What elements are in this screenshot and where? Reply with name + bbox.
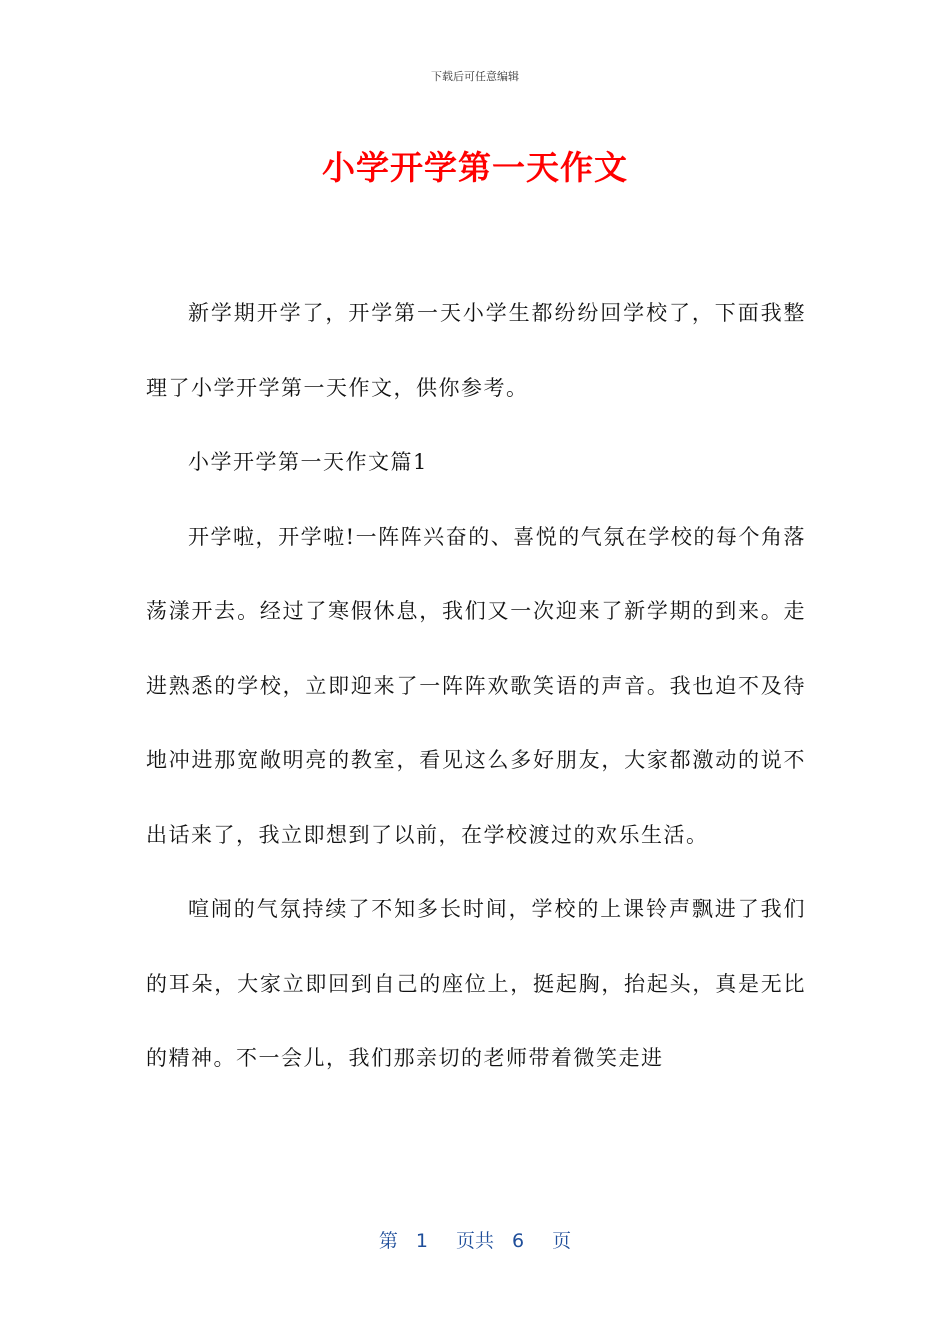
paragraph-1: 开学啦，开学啦!一阵阵兴奋的、喜悦的气氛在学校的每个角落荡漾开去。经过了寒假休息，我们又一次迎来了新学期的到来。走进熟悉的学校，立即迎来了一阵阵欢歌笑语的声音。我也迫不及待地冲进那宽敞明亮的教室，看见这么多好朋友，大家都激动的说不出话来了，我立即想到了以前，在学校渡过的欢乐生活。: [146, 524, 806, 847]
page-footer: [0, 1226, 950, 1253]
section-heading: 小学开学第一天作文篇1: [188, 450, 428, 474]
footer-middle: 页共: [455, 1230, 494, 1252]
document-body: [146, 276, 806, 1096]
footer-prefix: 第: [378, 1230, 398, 1252]
footer-suffix: 页: [552, 1230, 572, 1252]
footer-total-pages: 6: [512, 1230, 525, 1252]
header-note: 下载后可任意编辑: [431, 70, 519, 83]
footer-current-page: 1: [415, 1230, 428, 1252]
paragraph-intro: 新学期开学了，开学第一天小学生都纷纷回学校了，下面我整理了小学开学第一天作文，供你参考。: [146, 301, 806, 400]
paragraph-2: 喧闹的气氛持续了不知多长时间，学校的上课铃声飘进了我们的耳朵，大家立即回到自己的座位上，挺起胸，抬起头，真是无比的精神。不一会儿，我们那亲切的老师带着微笑走进: [146, 897, 806, 1070]
document-title: 小学开学第一天作文: [322, 148, 628, 187]
